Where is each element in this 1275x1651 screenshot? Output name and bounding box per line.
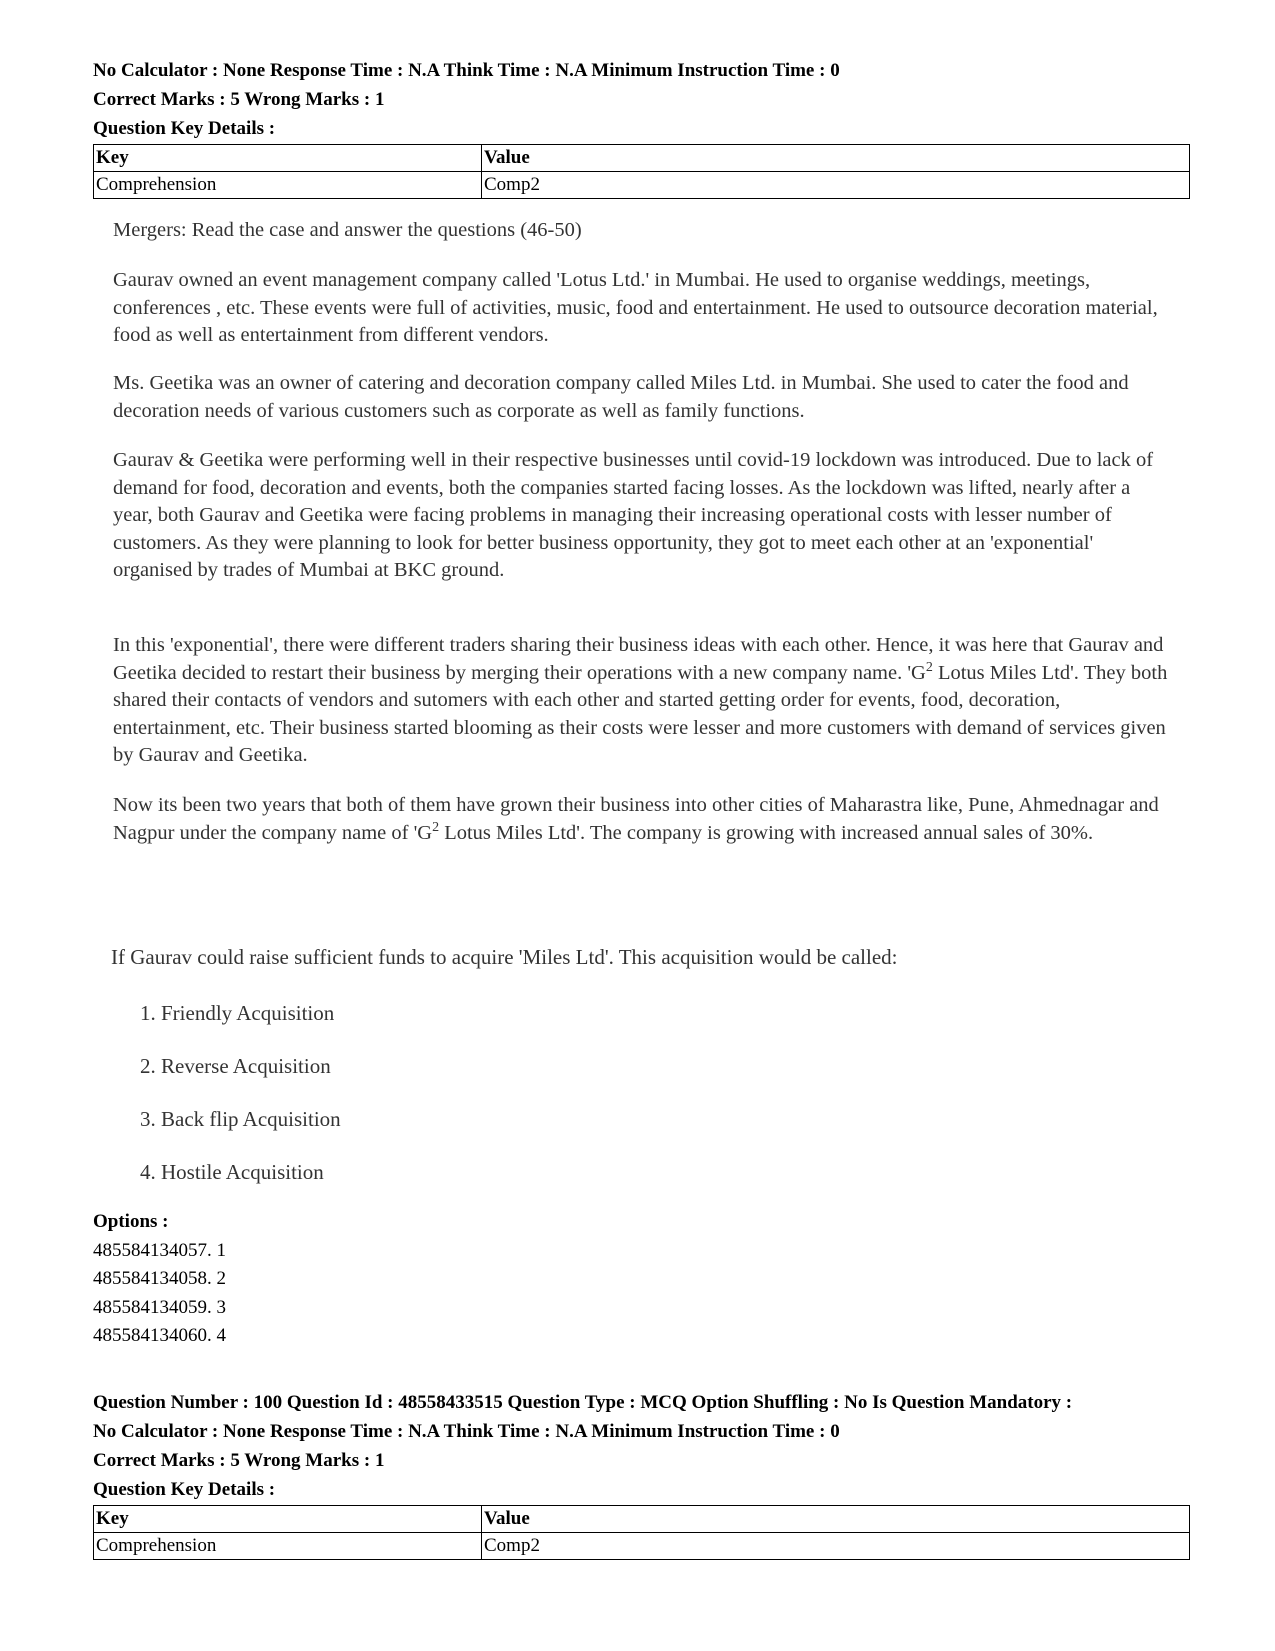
table-header-value: Value — [482, 1506, 1190, 1533]
meta-timing: No Calculator : None Response Time : N.A Think Time : N.A Minimum Instruction Time : 0 — [93, 60, 840, 81]
passage-paragraph-5 — [113, 792, 1173, 847]
key-details-table — [93, 144, 1190, 199]
key-details-label: Question Key Details : — [93, 1479, 276, 1500]
table-header-row — [94, 145, 1190, 172]
choice-2: 2. Reverse Acquisition — [140, 1054, 331, 1078]
option-item: 485584134059. 3 — [93, 1296, 226, 1318]
options-label: Options : — [93, 1211, 169, 1232]
choice-3: 3. Back flip Acquisition — [140, 1107, 341, 1131]
paragraph-text: Gaurav & Geetika were performing well in their respective businesses until covid-19 lockdown was introduced. Due to lack of demand for food, decoration and events, both the companies started facing losses. As the lockdown was lifted, nearly after a year, both Gaurav and Geetika were facing problems in managing their increasing operational costs with lesser number of customers. As they were planning to look for better business opportunity, they got to meet each other at an 'exponential' organised by trades of Mumbai at BKC ground. — [113, 449, 1154, 581]
paragraph-text: Gaurav owned an event management company called 'Lotus Ltd.' in Mumbai. He used to organise weddings, meetings, conferences , etc. These events were full of activities, music, food and entertainment. He used to outsource decoration material, food as well as entertainment from different vendors. — [113, 269, 1158, 346]
choice-4: 4. Hostile Acquisition — [140, 1160, 324, 1184]
question-header-top — [93, 56, 1193, 199]
table-header-key: Key — [94, 145, 482, 172]
paragraph-text: Ms. Geetika was an owner of catering and decoration company called Miles Ltd. in Mumbai. She used to cater the food and decoration needs of various customers such as corporate as well as family functions. — [113, 372, 1129, 422]
table-cell-key: Comprehension — [94, 172, 482, 199]
key-details-label: Question Key Details : — [93, 118, 276, 139]
passage-paragraph-1 — [113, 267, 1173, 350]
table-row — [94, 1533, 1190, 1560]
table-cell-value: Comp2 — [482, 1533, 1190, 1560]
meta-marks: Correct Marks : 5 Wrong Marks : 1 — [93, 89, 385, 110]
table-header-key: Key — [94, 1506, 482, 1533]
paragraph-text: Now its been two years that both of them have grown their business into other cities of Maharastra like, Pune, Ahmednagar and Nagpur under the company name of '$G^2$ Lotus Miles Ltd'. The company is growing with increased annual sales of 30%. — [113, 794, 1159, 844]
passage-paragraph-4 — [113, 632, 1173, 770]
table-header-row — [94, 1506, 1190, 1533]
table-row — [94, 172, 1190, 199]
table-header-value: Value — [482, 145, 1190, 172]
question-choices — [140, 999, 341, 1211]
table-cell-value: Comp2 — [482, 172, 1190, 199]
meta-timing: No Calculator : None Response Time : N.A Think Time : N.A Minimum Instruction Time : 0 — [93, 1421, 840, 1442]
option-item: 485584134057. 1 — [93, 1239, 226, 1261]
paragraph-text: In this 'exponential', there were different traders sharing their business ideas with each other. Hence, it was here that Gaurav and Geetika decided to restart their business by merging their operations with a new company name. '$G^2$ Lotus Miles Ltd'. They both shared their contacts of vendors and sutomers with each other and started getting order for events, food, decoration, entertainment, etc. Their business started blooming as their costs were lesser and more customers with demand of services given by Gaurav and Geetika. — [113, 634, 1168, 766]
question-text: If Gaurav could raise sufficient funds to acquire 'Miles Ltd'. This acquisition would be called: — [111, 945, 898, 969]
passage-paragraph-2 — [113, 370, 1173, 425]
choice-1: 1. Friendly Acquisition — [140, 1001, 335, 1025]
option-item: 485584134058. 2 — [93, 1268, 226, 1289]
table-cell-key: Comprehension — [94, 1533, 482, 1560]
meta-marks: Correct Marks : 5 Wrong Marks : 1 — [93, 1450, 385, 1471]
passage-title — [113, 217, 1173, 245]
next-question-header — [93, 1388, 1193, 1560]
meta-question-info: Question Number : 100 Question Id : 48558433515 Question Type : MCQ Option Shuffling : No Is Question Mandatory : — [93, 1392, 1073, 1413]
key-details-table — [93, 1505, 1190, 1560]
passage-paragraph-3 — [113, 447, 1173, 585]
options-list — [93, 1208, 226, 1351]
passage-title-text: Mergers: Read the case and answer the questions (46-50) — [113, 219, 582, 241]
option-item: 485584134060. 4 — [93, 1325, 226, 1346]
